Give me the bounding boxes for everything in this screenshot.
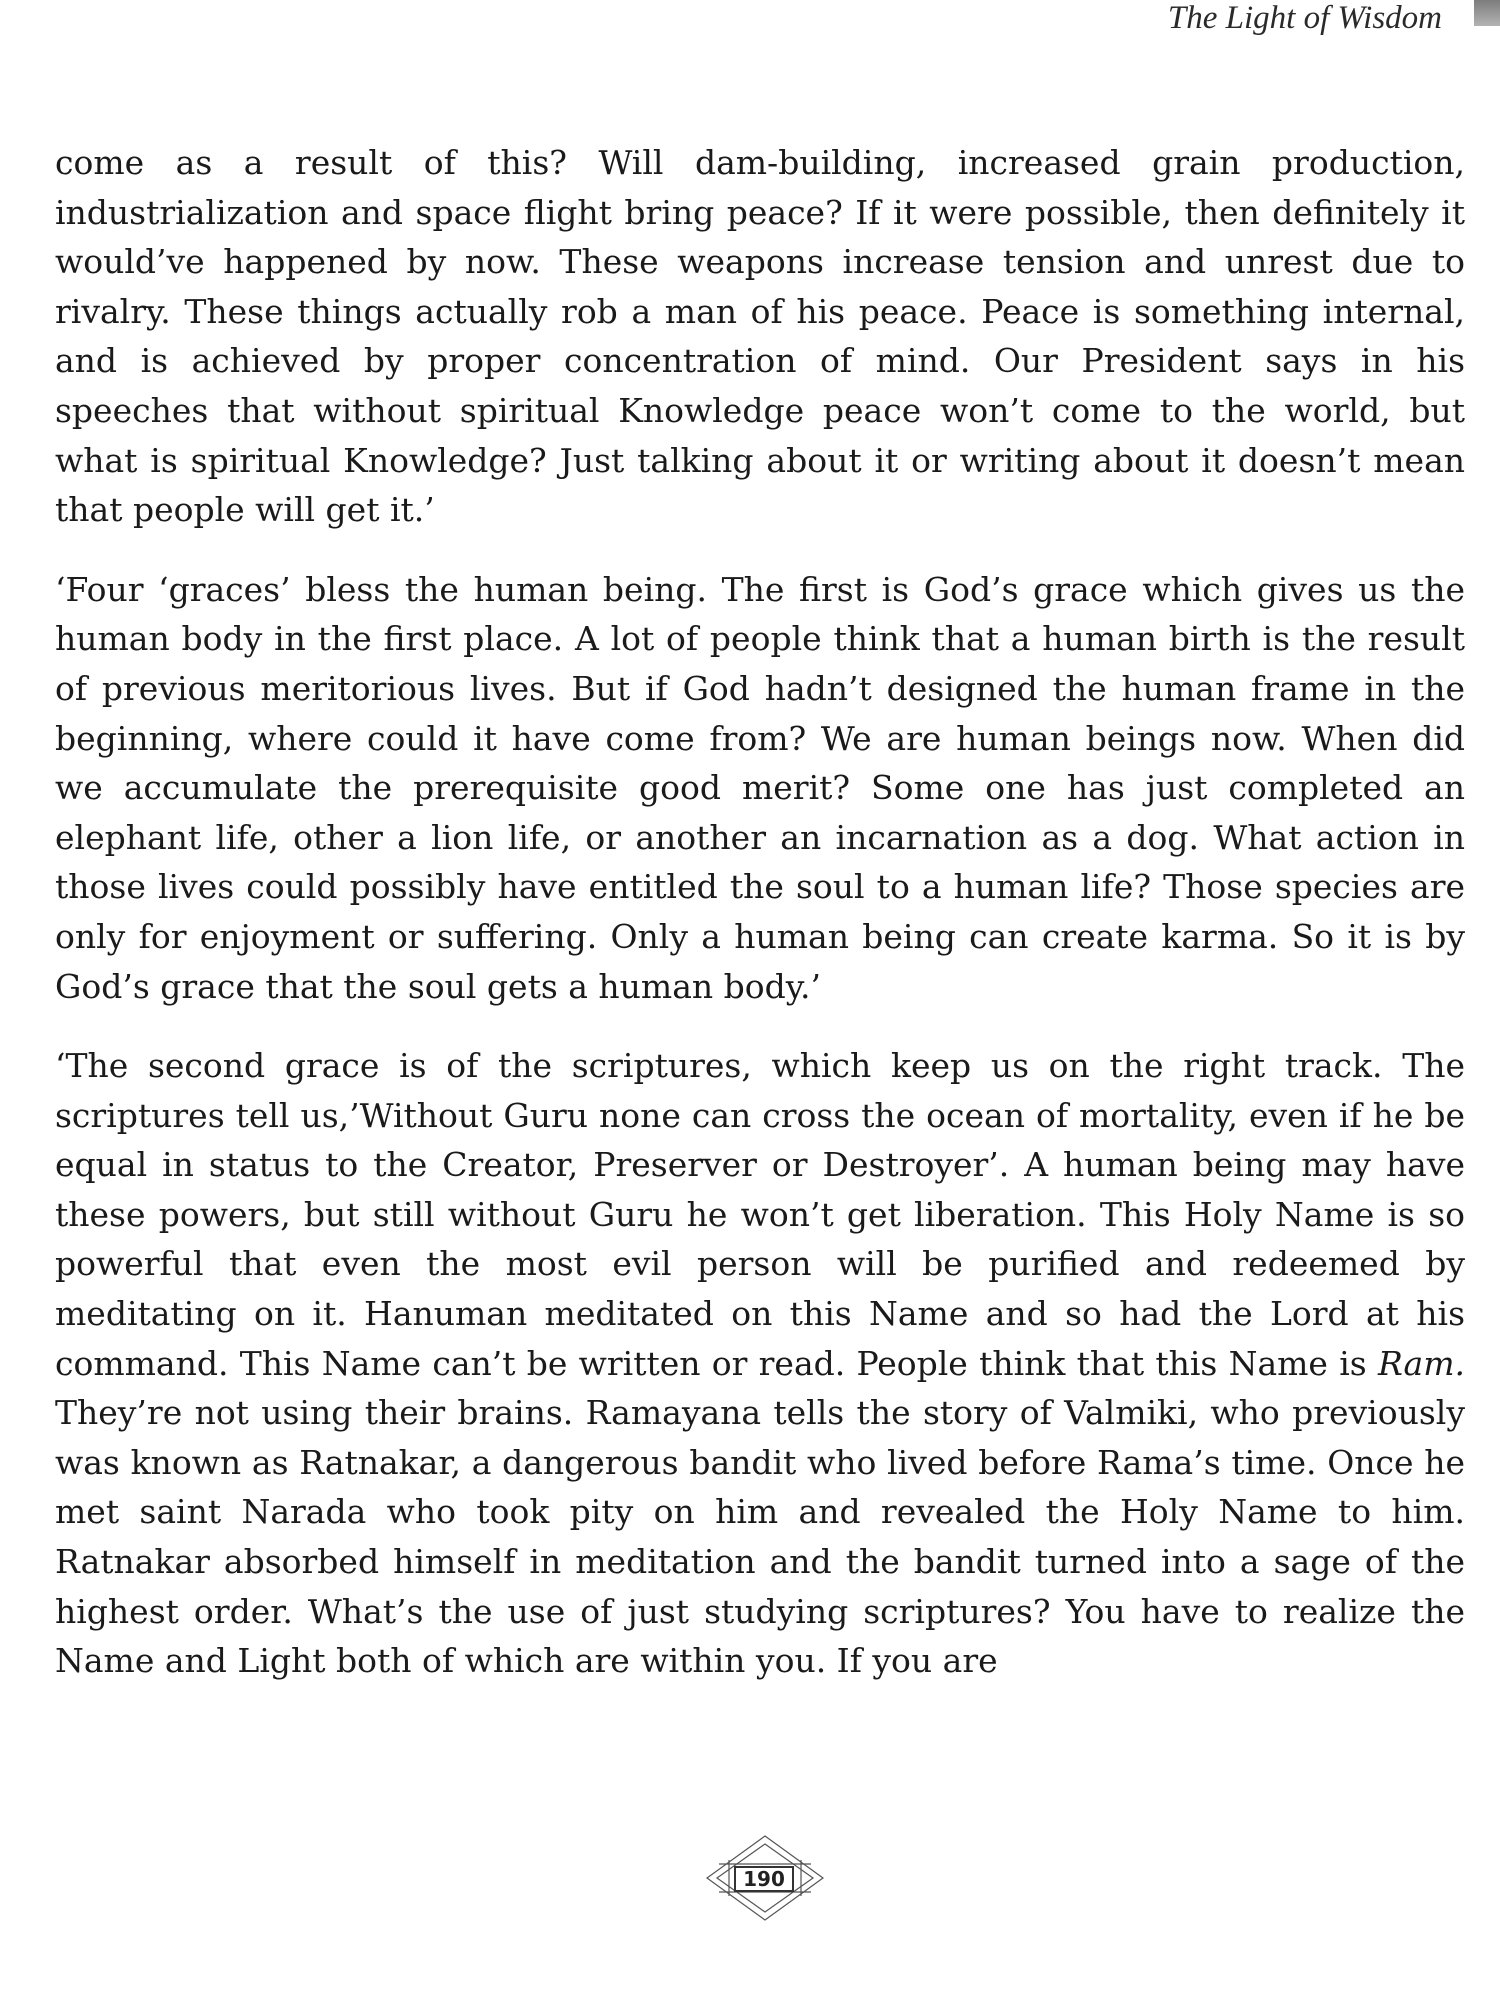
page-number: 190 (734, 1866, 794, 1892)
paragraph-3 (55, 1041, 1465, 1686)
paragraph-2: ‘Four ‘graces’ bless the human being. The first is God’s grace which gives us the human body in the first place. A lot of people think that a human birth is the result of previous meritorious lives. But if God hadn’t designed the human frame in the beginning, where could it have come from? We are human beings now. When did we accumulate the prerequisite good merit? Some one has just completed an elephant life, other a lion life, or another an incarnation as a dog. What action in those lives could possibly have entitled the soul to a human life? Those species are only for enjoyment or suffering. Only a human being can create karma. So it is by God’s grace that the soul gets a human body.’ (55, 569, 1465, 1006)
running-header-title: The Light of Wisdom (1167, 0, 1442, 36)
paragraph-3-text-start: ‘The second grace is of the scriptures, which keep us on the right track. The scriptures tell us,’Without Guru none can cross the ocean of mortality, even if he be equal in status to the Creator, Preserver or Destroyer’. A human being may have these powers, but still without Guru he won’t get liberation. This Holy Name is so powerful that even the most evil person will be purified and redeemed by meditating on it. Hanuman meditated on this Name and so had the Lord at his command. This Name can’t be written or read. People think that this Name is (55, 1046, 1465, 1383)
italic-term-ram: Ram. (1377, 1343, 1465, 1383)
paragraph-1: come as a result of this? Will dam-building, increased grain production, industrialization and space flight bring peace? If it were possible, then definitely it would’ve happened by now. These weapons increase tension and unrest due to rivalry. These things actually rob a man of his peace. Peace is something internal, and is achieved by proper concentration of mind. Our President says in his speeches that without spiritual Knowledge peace won’t come to the world, but what is spiritual Knowledge? Just talking about it or writing about it doesn’t mean that people will get it.’ (55, 143, 1465, 530)
header-edge-tab (1474, 0, 1500, 26)
body-text (55, 138, 1465, 1716)
paragraph-3-text-end: They’re not using their brains. Ramayana tells the story of Valmiki, who previously was known as Ratnakar, a dangerous bandit who lived before Rama’s time. Once he met saint Narada who took pity on him and revealed the Holy Name to him. Ratnakar absorbed himself in meditation and the bandit turned into a sage of the highest order. What’s the use of just studying scriptures? You have to realize the Name and Light both of which are within you. If you are (55, 1393, 1465, 1681)
